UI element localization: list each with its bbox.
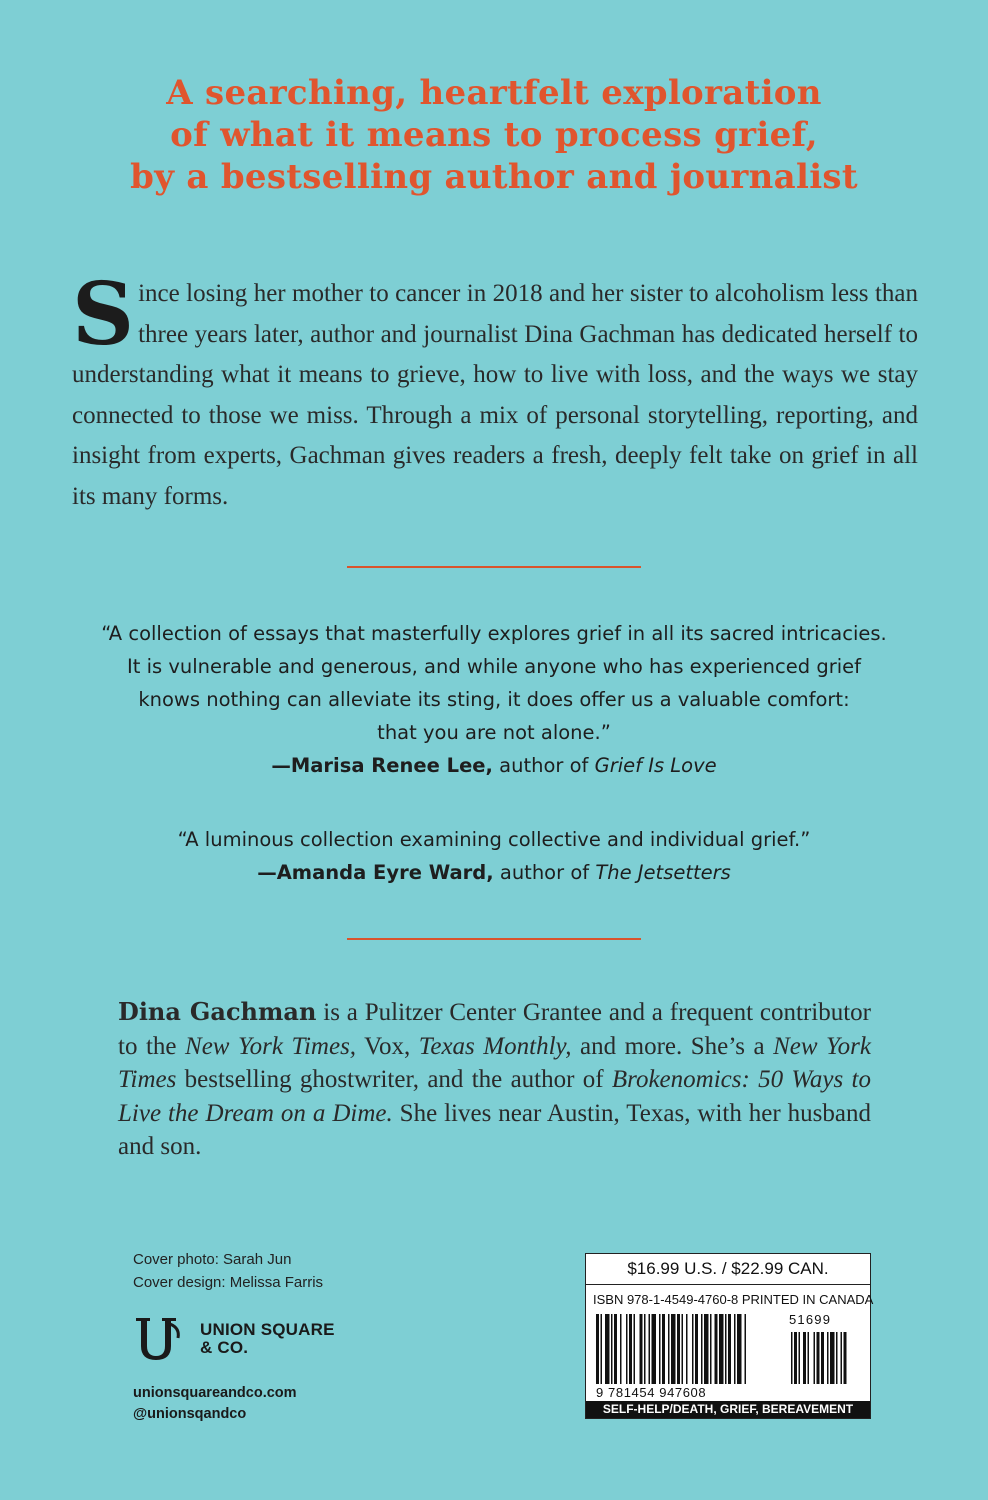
bio-text: She lives near Austin, Texas, with her husband and son. bbox=[118, 1099, 871, 1160]
blurb-2 bbox=[0, 823, 988, 889]
barcode-bar bbox=[629, 1314, 632, 1384]
photo-credit: Cover photo: Sarah Jun bbox=[133, 1251, 292, 1268]
barcode-bar bbox=[686, 1314, 688, 1384]
barcode-bar bbox=[692, 1314, 694, 1384]
bio-text: bestselling ghostwriter, and the author of bbox=[176, 1066, 612, 1093]
barcode-addon-bar bbox=[836, 1332, 838, 1384]
barcode-bar bbox=[695, 1314, 698, 1384]
blurb-book-title: Grief Is Love bbox=[594, 754, 717, 777]
barcode-bar bbox=[620, 1314, 622, 1384]
barcode-bar bbox=[745, 1314, 747, 1384]
barcode-digits: 9 781454 947608 bbox=[596, 1385, 707, 1400]
bio-text: and more. She’s a bbox=[571, 1032, 774, 1060]
blurb-book-title: The Jetsetters bbox=[595, 861, 731, 884]
barcode-bar bbox=[668, 1314, 670, 1384]
barcode-bar bbox=[725, 1314, 727, 1384]
blurb-author: —Marisa Renee Lee, bbox=[271, 754, 493, 777]
cover-credits bbox=[133, 1248, 323, 1294]
barcode-addon-bar bbox=[799, 1332, 801, 1384]
barcode-bar bbox=[710, 1314, 712, 1384]
headline-line: A searching, heartfelt exploration bbox=[166, 73, 822, 113]
bio-italic: Brokenomics: 50 Ways to Live the Dream on a Dime. bbox=[118, 1066, 872, 1127]
barcode-bar bbox=[601, 1314, 603, 1384]
price-label: $16.99 U.S. / $22.99 CAN. bbox=[586, 1254, 870, 1285]
barcode-bar bbox=[614, 1314, 617, 1384]
barcode-bar bbox=[715, 1314, 718, 1384]
barcode-addon-bar bbox=[808, 1332, 810, 1384]
barcode-addon-bar bbox=[791, 1332, 793, 1384]
barcode-addon-bar bbox=[830, 1332, 835, 1384]
barcode-addon-bar bbox=[814, 1332, 816, 1384]
bio-italic: New York Times bbox=[118, 1032, 871, 1093]
barcode-bar bbox=[611, 1314, 613, 1384]
barcode-bar bbox=[737, 1314, 742, 1384]
barcode-bar bbox=[671, 1314, 676, 1384]
barcode-bar bbox=[652, 1314, 657, 1384]
barcode-bar bbox=[596, 1314, 599, 1384]
blurb-author: —Amanda Eyre Ward, bbox=[257, 861, 494, 884]
book-description bbox=[72, 264, 918, 517]
publisher-name-line1: UNION SQUARE bbox=[200, 1320, 335, 1339]
barcode-bar bbox=[682, 1314, 684, 1384]
barcode-addon-bar bbox=[803, 1332, 806, 1384]
barcode-bar bbox=[605, 1314, 610, 1384]
bio-text: is a Pulitzer Center Grantee and a frequent contributor to the bbox=[118, 999, 871, 1060]
headline-line: of what it means to process grief, bbox=[170, 115, 818, 155]
blurb-1 bbox=[0, 617, 988, 782]
barcode-addon-bar bbox=[821, 1332, 824, 1384]
barcode-bar bbox=[677, 1314, 680, 1384]
barcode-addon-bar bbox=[841, 1332, 843, 1384]
category-label: SELF-HELP/DEATH, GRIEF, BEREAVEMENT bbox=[586, 1401, 870, 1418]
blurb-attribution bbox=[0, 856, 988, 889]
barcode-bar bbox=[704, 1314, 709, 1384]
barcode-bar bbox=[662, 1314, 665, 1384]
publisher-name bbox=[200, 1321, 335, 1357]
barcode-addon-bar bbox=[817, 1332, 820, 1384]
blurb-author-of: author of bbox=[492, 754, 595, 777]
website-link[interactable]: unionsquareandco.com bbox=[133, 1385, 297, 1401]
drop-cap: S bbox=[72, 264, 135, 365]
barcode-bar bbox=[701, 1314, 703, 1384]
social-handle: @unionsqandco bbox=[133, 1406, 247, 1422]
barcode-box bbox=[585, 1253, 874, 1419]
blurb-line: “A collection of essays that masterfully explores grief in all its sacred intricacies. bbox=[101, 622, 887, 645]
divider-rule bbox=[347, 938, 641, 940]
addon-digits: 51699 bbox=[789, 1312, 832, 1327]
author-bio bbox=[118, 995, 871, 1164]
bio-text: Vox, bbox=[356, 1032, 419, 1060]
publisher-logo bbox=[134, 1316, 335, 1362]
bio-author-name: Dina Gachman bbox=[118, 997, 317, 1026]
barcode-bar bbox=[644, 1314, 646, 1384]
union-square-logo-icon bbox=[134, 1316, 182, 1362]
blurb-line: “A luminous collection examining collective and individual grief.” bbox=[177, 828, 811, 851]
publisher-web bbox=[133, 1383, 297, 1425]
description-text: ince losing her mother to cancer in 2018 and her sister to alcoholism less than three years later, author and journalist Dina Gachman has dedicated herself to understanding what it means to grieve, how to live with loss, and the ways we stay connected to those we miss. Through a mix of personal storytelling, reporting, and insight from experts, Gachman gives readers a fresh, deeply felt take on grief in all its many forms. bbox=[72, 280, 918, 510]
blurb-line: It is vulnerable and generous, and while anyone who has experienced grief bbox=[126, 655, 862, 678]
bio-italic: Texas Monthly, bbox=[418, 1032, 572, 1060]
bio-italic: New York Times, bbox=[185, 1032, 357, 1060]
barcode-bar bbox=[659, 1314, 661, 1384]
divider-rule bbox=[347, 566, 641, 568]
barcode-bar bbox=[719, 1314, 724, 1384]
headline bbox=[0, 72, 988, 198]
barcode-bar bbox=[734, 1314, 736, 1384]
blurb-author-of: author of bbox=[493, 861, 596, 884]
barcode-addon-bar bbox=[827, 1332, 829, 1384]
publisher-name-line2: & CO. bbox=[200, 1338, 249, 1357]
barcode-bar bbox=[626, 1314, 628, 1384]
barcode-bar bbox=[634, 1314, 636, 1384]
barcode-addon-bar bbox=[794, 1332, 797, 1384]
headline-line: by a bestselling author and journalist bbox=[130, 157, 858, 197]
design-credit: Cover design: Melissa Farris bbox=[133, 1274, 324, 1291]
barcode-addon-bar bbox=[844, 1332, 847, 1384]
isbn-label: ISBN 978-1-4549-4760-8 PRINTED IN CANADA bbox=[593, 1292, 874, 1307]
barcode-bar bbox=[728, 1314, 731, 1384]
blurb-attribution bbox=[0, 749, 988, 782]
blurb-line: knows nothing can alleviate its sting, it does offer us a valuable comfort: bbox=[138, 688, 850, 711]
barcode-bar bbox=[649, 1314, 651, 1384]
barcode-graphic bbox=[596, 1314, 862, 1384]
barcode-bar bbox=[640, 1314, 643, 1384]
blurb-line: that you are not alone.” bbox=[377, 721, 611, 744]
